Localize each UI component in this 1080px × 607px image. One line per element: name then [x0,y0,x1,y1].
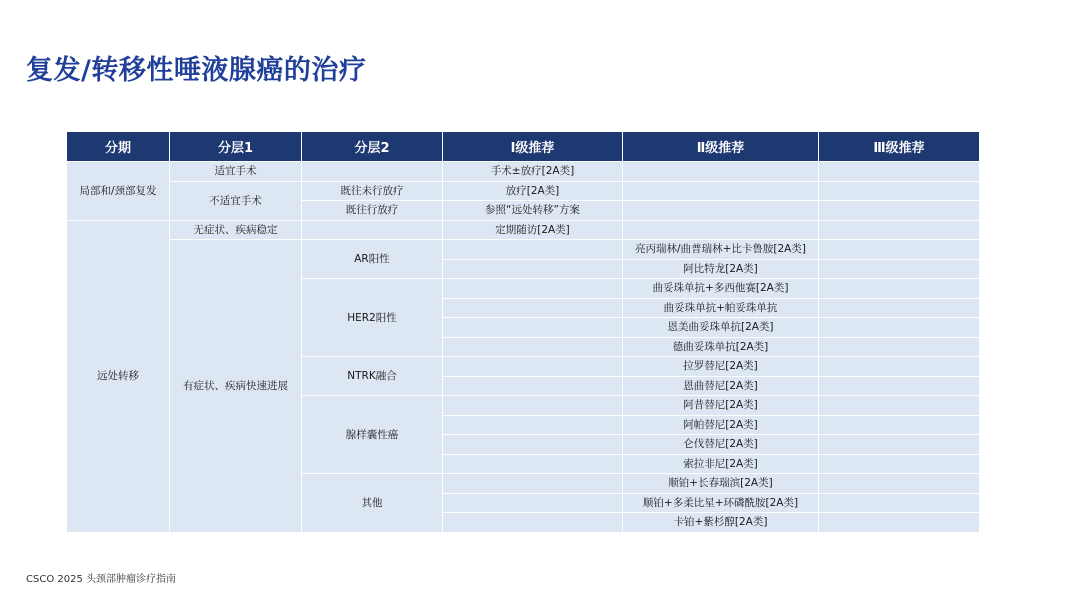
header-stage: 分期 [67,132,170,162]
level1-cell [443,435,623,455]
layer1-asymptomatic: 无症状、疾病稳定 [170,220,302,240]
level1-cell [443,279,623,299]
level1-cell [443,493,623,513]
table-row [67,240,980,260]
level2-cell: 阿比特龙[2A类] [623,259,819,279]
header-level1: Ⅰ级推荐 [443,132,623,162]
table-row [67,162,980,182]
level2-cell [623,220,819,240]
layer2-ar-positive: AR阳性 [302,240,443,279]
level2-cell [623,201,819,221]
level2-cell: 恩曲替尼[2A类] [623,376,819,396]
level2-cell: 顺铂+多柔比星+环磷酰胺[2A类] [623,493,819,513]
level2-cell: 索拉非尼[2A类] [623,454,819,474]
footer-source: CSCO 2025 头颈部肿瘤诊疗指南 [26,574,176,585]
header-layer1: 分层1 [170,132,302,162]
level1-cell: 定期随访[2A类] [443,220,623,240]
layer2-cell [302,162,443,182]
header-level2: Ⅱ级推荐 [623,132,819,162]
level1-cell [443,318,623,338]
layer2-cell [302,220,443,240]
level2-cell [623,181,819,201]
header-layer2: 分层2 [302,132,443,162]
stage-distant-metastasis: 远处转移 [67,220,170,532]
level1-cell [443,240,623,260]
level3-cell [819,376,980,396]
layer2-other: 其他 [302,474,443,533]
layer2-no-prior-rt: 既往未行放疗 [302,181,443,201]
level1-cell [443,376,623,396]
slide-title: 复发/转移性唾液腺癌的治疗 [26,55,367,86]
layer1-surgery-not: 不适宜手术 [170,181,302,220]
header-level3: Ⅲ级推荐 [819,132,980,162]
level2-cell: 曲妥珠单抗+帕妥珠单抗 [623,298,819,318]
level3-cell [819,337,980,357]
table-row [67,220,980,240]
level1-cell [443,415,623,435]
level2-cell: 曲妥珠单抗+多西他赛[2A类] [623,279,819,299]
level2-cell: 德曲妥珠单抗[2A类] [623,337,819,357]
level3-cell [819,474,980,494]
level3-cell [819,435,980,455]
table-row [67,181,980,201]
level3-cell [819,513,980,533]
stage-local-recurrence: 局部和/颈部复发 [67,162,170,221]
level3-cell [819,415,980,435]
level1-cell [443,298,623,318]
level1-cell [443,357,623,377]
layer2-prior-rt: 既往行放疗 [302,201,443,221]
level1-cell: 放疗[2A类] [443,181,623,201]
level2-cell: 恩美曲妥珠单抗[2A类] [623,318,819,338]
level2-cell: 阿帕替尼[2A类] [623,415,819,435]
treatment-table [66,131,980,533]
level3-cell [819,201,980,221]
level2-cell: 阿昔替尼[2A类] [623,396,819,416]
level2-cell: 亮丙瑞林/曲普瑞林+比卡鲁胺[2A类] [623,240,819,260]
level2-cell: 顺铂+长春瑞滨[2A类] [623,474,819,494]
level3-cell [819,318,980,338]
level1-cell [443,337,623,357]
level3-cell [819,279,980,299]
level3-cell [819,240,980,260]
level1-cell [443,396,623,416]
table-header-row [67,132,980,162]
level2-cell [623,162,819,182]
layer2-her2-positive: HER2阳性 [302,279,443,357]
layer2-ntrk-fusion: NTRK融合 [302,357,443,396]
layer1-symptomatic: 有症状、疾病快速进展 [170,240,302,533]
level3-cell [819,298,980,318]
level1-cell [443,259,623,279]
level3-cell [819,181,980,201]
level1-cell [443,454,623,474]
level3-cell [819,396,980,416]
level2-cell: 卡铂+紫杉醇[2A类] [623,513,819,533]
level1-cell [443,474,623,494]
level2-cell: 拉罗替尼[2A类] [623,357,819,377]
level3-cell [819,493,980,513]
level1-cell: 手术±放疗[2A类] [443,162,623,182]
level1-cell: 参照“远处转移”方案 [443,201,623,221]
level3-cell [819,259,980,279]
level3-cell [819,220,980,240]
level3-cell [819,357,980,377]
layer2-adenoid-cystic: 腺样囊性癌 [302,396,443,474]
level3-cell [819,454,980,474]
level3-cell [819,162,980,182]
layer1-surgery-ok: 适宜手术 [170,162,302,182]
level2-cell: 仑伐替尼[2A类] [623,435,819,455]
level1-cell [443,513,623,533]
